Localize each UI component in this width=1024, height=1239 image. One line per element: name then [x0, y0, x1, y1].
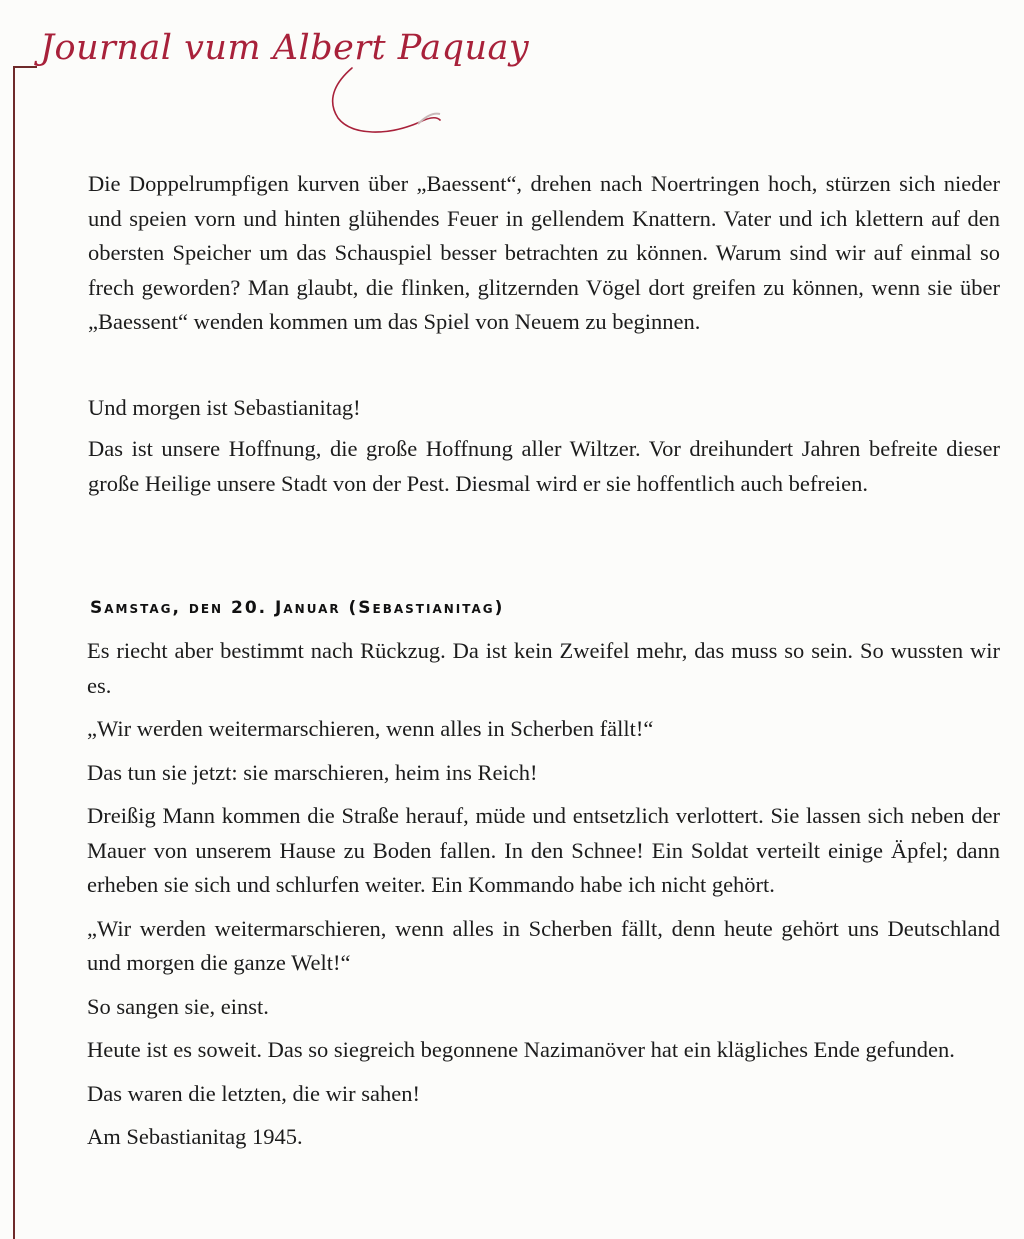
paragraph: Und morgen ist Sebastianitag! — [88, 395, 361, 420]
paragraph: Das tun sie jetzt: sie marschieren, heim ins Reich! — [87, 759, 538, 785]
journal-title: Journal vum Albert Paquay — [40, 28, 530, 68]
entry-date-heading: Samstag, den 20. Januar (Sebastianitag) — [90, 598, 505, 618]
section1-paragraph-2 — [88, 391, 1000, 426]
paragraph: „Wir werden weitermarschieren, wenn alles in Scherben fällt!“ — [87, 716, 654, 741]
section1-paragraph-3 — [88, 432, 1000, 501]
title-flourish-icon — [0, 0, 460, 150]
paragraph: Heute ist es soweit. Das so siegreich begonnene Nazimanöver hat ein klägliches Ende gefunden. — [87, 1037, 955, 1062]
paragraph: Die Doppelrumpfigen kurven über „Baessent“, drehen nach Noertringen hoch, stürzen sich nieder und speien vorn und hinten glühendes Feuer in gellendem Knattern. Vater und ich klettern auf den obersten Speicher um das Schauspiel besser betrachten zu können. Warum sind wir auf einmal so frech geworden? Man glaubt, die flinken, glitzernden Vögel dort greifen zu können, wenn sie über „Baessent“ wenden kommen um das Spiel von Neuem zu beginnen. — [88, 171, 1000, 334]
section2-body — [87, 634, 1000, 1164]
paragraph: Am Sebastianitag 1945. — [87, 1124, 303, 1149]
paragraph: Es riecht aber bestimmt nach Rückzug. Da ist kein Zweifel mehr, das muss so sein. So wussten wir es. — [87, 638, 1000, 698]
section1-paragraph-1 — [88, 167, 1000, 340]
paragraph: Dreißig Mann kommen die Straße herauf, müde und entsetzlich verlottert. Sie lassen sich neben der Mauer von unserem Hause zu Boden fallen. In den Schnee! Ein Soldat verteilt einige Äpfel; dann erheben sie sich und schlurfen weiter. Ein Kommando habe ich nicht gehört. — [87, 803, 1000, 897]
paragraph: So sangen sie, einst. — [87, 993, 269, 1019]
paragraph: „Wir werden weitermarschieren, wenn alles in Scherben fällt, denn heute gehört uns Deutschland und morgen die ganze Welt!“ — [87, 915, 1000, 975]
paragraph: Das waren die letzten, die wir sahen! — [87, 1080, 420, 1106]
page-border-vertical — [13, 66, 15, 1239]
paragraph: Das ist unsere Hoffnung, die große Hoffnung aller Wiltzer. Vor dreihundert Jahren befreite dieser große Heilige unsere Stadt von der Pest. Diesmal wird er sie hoffentlich auch befreien. — [88, 436, 1000, 496]
